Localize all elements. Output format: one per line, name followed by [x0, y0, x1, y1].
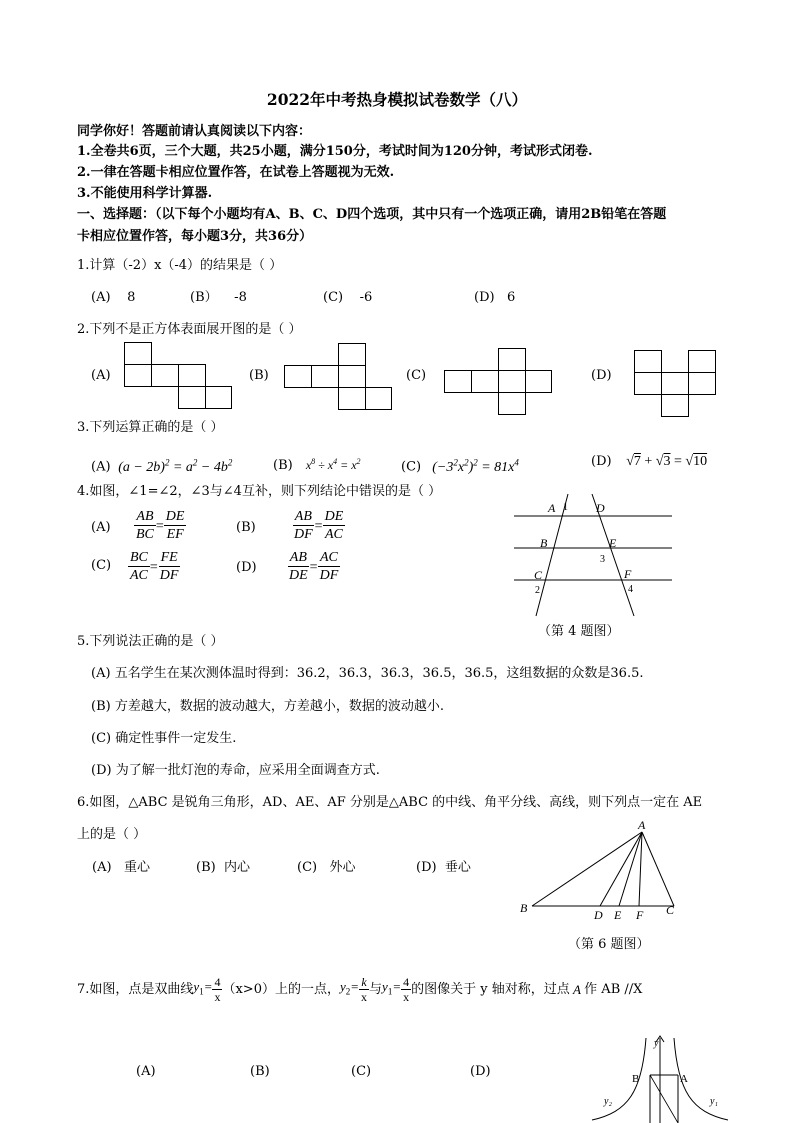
page-title: 2022年中考热身模拟试卷数学（八） — [266, 90, 528, 109]
q4-option-c-expression: $\frac{BC}{AC}$ = $\frac{FE}{DF}$ — [130, 550, 179, 583]
section-heading-line-2: 卡相应位置作答，每小题3分，共36分） — [77, 229, 313, 244]
q2-net-d — [634, 350, 716, 418]
q4-fig-angle-3: 3 — [600, 554, 605, 565]
q6-stem-line-1: 6.如图，△ABC 是锐角三角形，AD、AE、AF 分别是△ABC 的中线、角平分线、高线，则下列点一定在 AE — [77, 795, 703, 810]
q7-option-c-label[interactable]: (C) — [351, 1064, 372, 1079]
q1-option-b[interactable]: (B） -8 — [190, 290, 247, 305]
q3-b-expression: $x^8 \div x^4 = x^2$ — [296, 457, 361, 472]
q3-option-b[interactable]: (B) $x^8 \div x^4 = x^2$ — [273, 457, 361, 473]
q3-c-expression: $(-3^2x^2)^2 = 81x^4$ — [425, 457, 519, 475]
q5-option-c[interactable]: (C) 确定性事件一定发生. — [91, 731, 237, 746]
q4-option-c-label[interactable]: (C) — [91, 558, 112, 573]
q3-option-a[interactable]: (A) $(a - 2b)^2 = a^2 - 4b^2$ — [91, 457, 233, 475]
q6-stem-line-2: 上的是（ ） — [77, 827, 147, 842]
q7-option-b-label[interactable]: (B) — [250, 1064, 270, 1079]
q4-stem: 4.如图，∠1=∠2，∠3与∠4互补，则下列结论中错误的是（ ） — [77, 484, 442, 499]
q2-option-d-label[interactable]: (D) — [591, 368, 612, 383]
q1-option-c[interactable]: (C) -6 — [323, 290, 373, 305]
q4-option-a-expression: $\frac{AB}{BC}$ = $\frac{DE}{EF}$ — [136, 509, 185, 542]
q4-fig-label-c: C — [534, 568, 543, 582]
q3-d-expression: √7 + √3 = √10 — [615, 454, 708, 469]
q6-fig-label-c: C — [666, 903, 675, 917]
q3-stem: 3.下列运算正确的是（ ） — [77, 420, 224, 435]
q6-fig-label-d: D — [594, 908, 603, 922]
q4-fig-angle-4: 4 — [628, 584, 633, 595]
q3-option-c[interactable]: (C) $(-3^2x^2)^2 = 81x^4$ — [401, 457, 519, 475]
q2-stem: 2.下列不是正方体表面展开图的是（ ） — [77, 322, 302, 337]
q7-fig-label-b: B — [632, 1073, 640, 1085]
instructions-item-2: 2.一律在答题卡相应位置作答，在试卷上答题视为无效. — [77, 165, 395, 180]
q7-fig-label-a: A — [680, 1073, 688, 1085]
q4-fig-label-d: D — [596, 501, 605, 515]
q2-net-c — [444, 348, 552, 416]
instructions-greeting: 同学你好！答题前请认真阅读以下内容： — [77, 124, 312, 139]
q5-stem: 5.下列说法正确的是（ ） — [77, 634, 224, 649]
q7-stem: 7.如图，点是双曲线 $y_1=$ $\frac{4}{x}$ （x>0）上的一点， $y_2=$ $\frac{k}{x}$ 与 $y_1=$ $\frac{4}{x}$ 的图像关于 y 轴对称，过点 A 作 AB //X — [77, 975, 643, 1004]
q4-fig-angle-2: 2 — [535, 585, 540, 596]
q5-option-d[interactable]: (D) 为了解一批灯泡的寿命，应采用全面调查方式. — [91, 763, 380, 778]
q4-caption: （第 4 题图） — [538, 624, 620, 639]
q4-fig-label-b: B — [540, 536, 548, 550]
q1-option-d[interactable]: (D) 6 — [474, 290, 516, 305]
q6-fig-label-a: A — [638, 818, 646, 832]
q7-fig-axis-y: y — [654, 1038, 659, 1049]
q6-option-b[interactable]: (B) 内心 — [196, 860, 250, 875]
q2-option-c-label[interactable]: (C) — [406, 368, 427, 383]
instructions-item-1: 1.全卷共6页，三个大题，共25小题，满分150分，考试时间为120分钟，考试形式闭卷. — [77, 144, 593, 159]
q5-option-a[interactable]: (A) 五名学生在某次测体温时得到：36.2，36.3，36.3，36.5，36.5，这组数据的众数是36.5. — [91, 666, 644, 681]
q6-fig-label-b: B — [520, 901, 528, 915]
q7-option-a-label[interactable]: (A) — [136, 1064, 156, 1079]
q7-figure — [592, 1032, 732, 1123]
q2-net-a — [124, 342, 232, 410]
q3-a-expression: $(a - 2b)^2 = a^2 - 4b^2$ — [114, 457, 233, 475]
q4-fig-angle-1: 1 — [563, 502, 568, 513]
q2-option-b-label[interactable]: (B) — [249, 368, 269, 383]
section-heading-line-1: 一、选择题：（以下每个小题均有A、B、C、D四个选项，其中只有一个选项正确，请用2B铅笔在答题 — [77, 207, 667, 222]
q4-option-d-expression: $\frac{AB}{DE}$ = $\frac{AC}{DF}$ — [289, 550, 339, 583]
q4-figure — [510, 490, 680, 620]
q2-net-b — [284, 343, 392, 411]
q1-option-a[interactable]: (A) 8 — [91, 290, 136, 305]
q4-fig-label-f: F — [624, 567, 632, 581]
q4-option-a-label[interactable]: (A) — [91, 520, 111, 535]
q4-fig-label-e: E — [609, 536, 617, 550]
q4-fig-label-a: A — [548, 501, 556, 515]
q1-stem: 1.计算（-2）x（-4）的结果是（ ） — [77, 258, 283, 273]
q6-caption: （第 6 题图） — [568, 937, 650, 952]
q4-option-d-label[interactable]: (D) — [236, 560, 257, 575]
q6-option-a[interactable]: (A) 重心 — [92, 860, 150, 875]
q6-option-c[interactable]: (C) 外心 — [297, 860, 356, 875]
q2-option-a-label[interactable]: (A) — [91, 368, 111, 383]
q6-fig-label-f: F — [636, 908, 644, 922]
q6-fig-label-e: E — [614, 908, 622, 922]
q7-fig-label-y1: y₁ — [710, 1096, 718, 1107]
q4-option-b-expression: $\frac{AB}{DF}$ = $\frac{DE}{AC}$ — [294, 509, 344, 542]
q6-figure — [514, 818, 684, 930]
q4-option-b-label[interactable]: (B) — [236, 520, 256, 535]
q6-option-d[interactable]: (D) 垂心 — [416, 860, 471, 875]
instructions-item-3: 3.不能使用科学计算器. — [77, 186, 213, 201]
q7-option-d-label[interactable]: (D) — [470, 1064, 491, 1079]
q3-option-d[interactable]: (D) √7 + √3 = √10 — [591, 454, 708, 469]
q7-fig-label-y2: y₂ — [604, 1096, 612, 1107]
q5-option-b[interactable]: (B) 方差越大，数据的波动越大，方差越小，数据的波动越小. — [91, 699, 444, 714]
